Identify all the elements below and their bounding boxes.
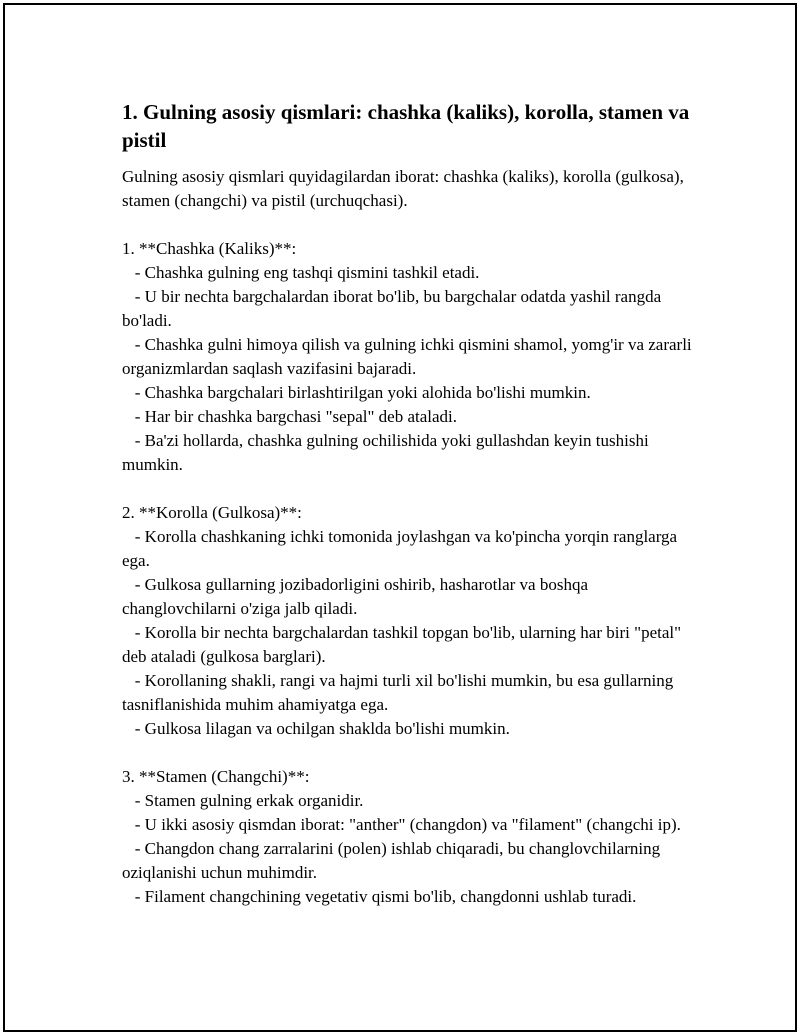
list-item: - Korolla bir nechta bargchalardan tashkil topgan bo'lib, ularning har biri "petal" deb ataladi (gulkosa barglari). bbox=[122, 623, 686, 666]
list-item: - Korolla chashkaning ichki tomonida joylashgan va ko'pincha yorqin ranglarga ega. bbox=[122, 527, 682, 570]
list-item: - Har bir chashka bargchasi "sepal" deb ataladi. bbox=[122, 407, 458, 426]
list-item: - U ikki asosiy qismdan iborat: "anther" (changdon) va "filament" (changchi ip). bbox=[122, 815, 681, 834]
document-heading: 1. Gulning asosiy qismlari: chashka (kaliks), korolla, stamen va pistil bbox=[122, 100, 690, 152]
list-item: - Chashka gulni himoya qilish va gulning ichki qismini shamol, yomg'ir va zararli organizmlardan saqlash vazifasini bajaradi. bbox=[122, 335, 696, 378]
list-item: - U bir nechta bargchalardan iborat bo'lib, bu bargchalar odatda yashil rangda bo'ladi. bbox=[122, 287, 666, 330]
list-item: - Gulkosa gullarning jozibadorligini oshirib, hasharotlar va boshqa changlovchilarni o'ziga jalb qiladi. bbox=[122, 575, 593, 618]
section-title: 1. **Chashka (Kaliks)**: bbox=[122, 239, 297, 258]
list-item: - Chashka gulning eng tashqi qismini tashkil etadi. bbox=[122, 263, 480, 282]
page-frame bbox=[3, 3, 797, 1032]
section-stamen bbox=[122, 765, 702, 909]
list-item: - Changdon chang zarralarini (polen) ishlab chiqaradi, bu changlovchilarning oziqlanishi uchun muhimdir. bbox=[122, 839, 665, 882]
section-title: 3. **Stamen (Changchi)**: bbox=[122, 767, 310, 786]
intro-paragraph: Gulning asosiy qismlari quyidagilardan iborat: chashka (kaliks), korolla (gulkosa), stamen (changchi) va pistil (urchuqchasi). bbox=[122, 167, 684, 210]
section-chashka bbox=[122, 237, 702, 477]
document-body bbox=[122, 98, 702, 909]
list-item: - Filament changchining vegetativ qismi bo'lib, changdonni ushlab turadi. bbox=[122, 887, 637, 906]
section-title: 2. **Korolla (Gulkosa)**: bbox=[122, 503, 302, 522]
list-item: - Ba'zi hollarda, chashka gulning ochilishida yoki gullashdan keyin tushishi mumkin. bbox=[122, 431, 653, 474]
list-item: - Korollaning shakli, rangi va hajmi turli xil bo'lishi mumkin, bu esa gullarning tasniflanishida muhim ahamiyatga ega. bbox=[122, 671, 678, 714]
section-korolla bbox=[122, 501, 702, 741]
list-item: - Chashka bargchalari birlashtirilgan yoki alohida bo'lishi mumkin. bbox=[122, 383, 591, 402]
list-item: - Stamen gulning erkak organidir. bbox=[122, 791, 364, 810]
list-item: - Gulkosa lilagan va ochilgan shaklda bo'lishi mumkin. bbox=[122, 719, 510, 738]
